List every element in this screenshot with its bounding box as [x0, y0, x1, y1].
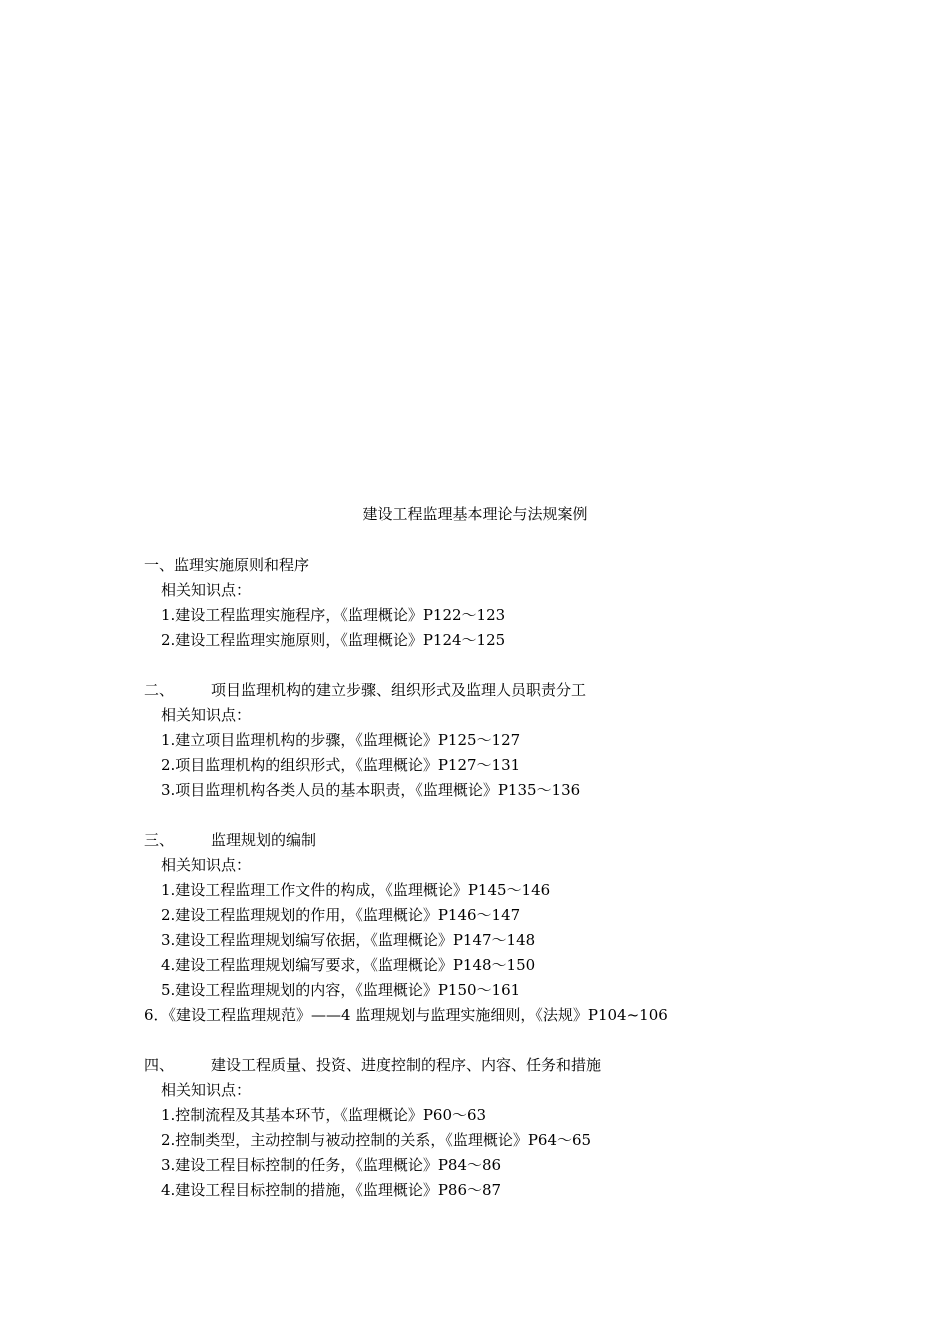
- document-body: [144, 553, 844, 1228]
- section-3: [144, 828, 844, 1028]
- section-number: 三、: [144, 831, 175, 849]
- section-1: [144, 553, 844, 653]
- list-item: 4.建设工程目标控制的措施，《监理概论》P86～87: [161, 1181, 502, 1199]
- list-item: 1.控制流程及其基本环节，《监理概论》P60～63: [161, 1106, 487, 1124]
- list-item: 3.建设工程监理规划编写依据，《监理概论》P147～148: [161, 931, 536, 949]
- section-number: 二、: [144, 681, 175, 699]
- section-number: 一、: [144, 556, 175, 574]
- list-item: 2.项目监理机构的组织形式，《监理概论》P127～131: [161, 756, 521, 774]
- knowledge-label: 相关知识点：: [161, 856, 252, 874]
- section-number: 四、: [144, 1056, 175, 1074]
- section-heading-text: 监理实施原则和程序: [174, 556, 310, 574]
- section-heading: [144, 1053, 844, 1078]
- knowledge-label: 相关知识点：: [161, 581, 252, 599]
- list-item: 2.建设工程监理规划的作用，《监理概论》P146～147: [161, 906, 521, 924]
- list-item: 3.项目监理机构各类人员的基本职责，《监理概论》P135～136: [161, 781, 581, 799]
- list-item: 3.建设工程目标控制的任务，《监理概论》P84～86: [161, 1156, 502, 1174]
- list-item: 4.建设工程监理规划编写要求，《监理概论》P148～150: [161, 956, 536, 974]
- section-heading: [144, 553, 844, 578]
- section-heading-text: 建设工程质量、投资、进度控制的程序、内容、任务和措施: [211, 1056, 602, 1074]
- section-heading-text: 监理规划的编制: [211, 831, 317, 849]
- section-4: [144, 1053, 844, 1203]
- knowledge-label: 相关知识点：: [161, 1081, 252, 1099]
- list-item: 1.建设工程监理实施程序，《监理概论》P122～123: [161, 606, 506, 624]
- list-item: 1.建设工程监理工作文件的构成，《监理概论》P145～146: [161, 881, 551, 899]
- document-title: 建设工程监理基本理论与法规案例: [362, 505, 588, 523]
- list-item: 1.建立项目监理机构的步骤，《监理概论》P125～127: [161, 731, 521, 749]
- list-item: 2.控制类型，主动控制与被动控制的关系，《监理概论》P64～65: [161, 1131, 592, 1149]
- section-heading: [144, 828, 844, 853]
- list-item-extra: 6．《建设工程监理规范》——4 监理规划与监理实施细则，《法规》P104~106: [144, 1006, 668, 1024]
- list-item: 2.建设工程监理实施原则，《监理概论》P124～125: [161, 631, 506, 649]
- knowledge-label: 相关知识点：: [161, 706, 252, 724]
- list-item: 5.建设工程监理规划的内容，《监理概论》P150～161: [161, 981, 521, 999]
- section-2: [144, 678, 844, 803]
- section-heading-text: 项目监理机构的建立步骤、组织形式及监理人员职责分工: [211, 681, 587, 699]
- section-heading: [144, 678, 844, 703]
